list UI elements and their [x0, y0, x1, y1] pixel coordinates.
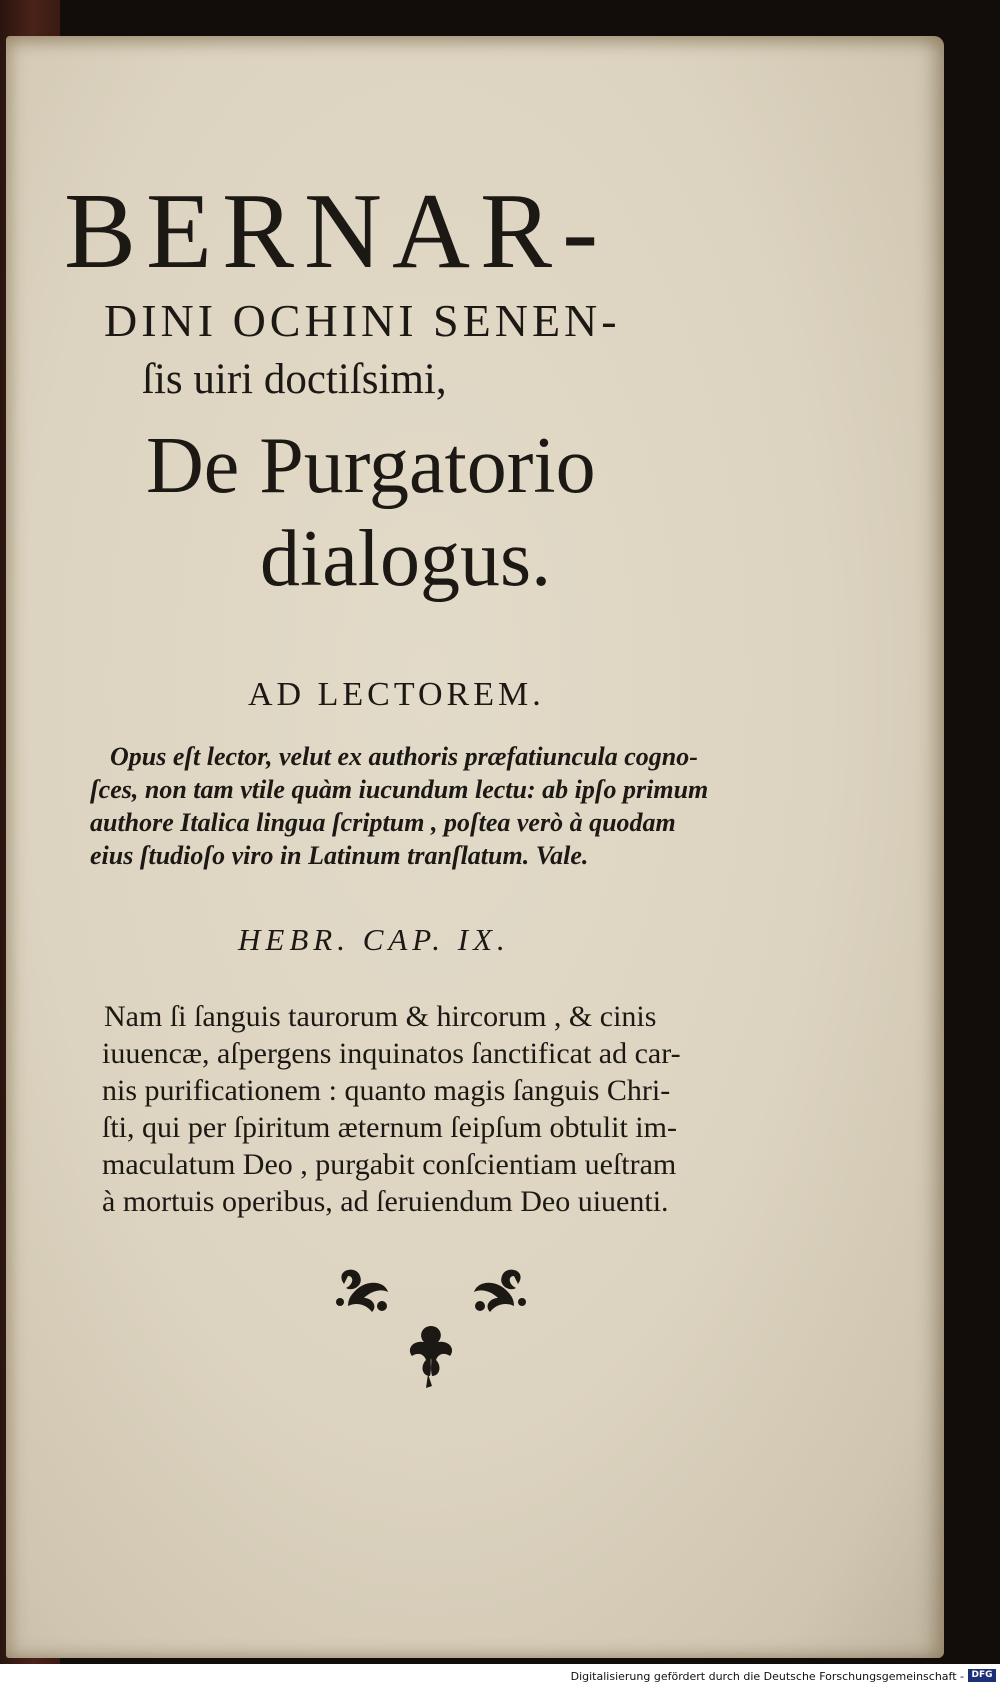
- fleuron-left-icon: [336, 1270, 388, 1312]
- ad-lectorem-line: authore Italica lingua ſcriptum , poſtea verò à quodam: [90, 808, 676, 837]
- title-line-4: De Purgatorio: [146, 422, 596, 510]
- title-line-3: ſis uiri doctiſsimi,: [142, 356, 447, 403]
- scripture-line: ſti, qui per ſpiritum æternum ſeipſum obtulit im-: [102, 1111, 677, 1144]
- scripture-line: à mortuis operibus, ad ſeruiendum Deo uiuenti.: [102, 1185, 669, 1218]
- ad-lectorem-line: ſces, non tam vtile quàm iucundum lectu: ab ipſo primum: [90, 775, 709, 804]
- scripture-line: nis purificationem : quanto magis ſanguis Chri-: [102, 1074, 671, 1107]
- ad-lectorem-line: Opus eſt lector, velut ex authoris præfatiuncula cogno-: [110, 742, 698, 771]
- ad-lectorem-heading: AD LECTOREM.: [248, 676, 545, 713]
- title-page: [6, 36, 944, 1658]
- funding-credit: Digitalisierung gefördert durch die Deutsche Forschungsgemeinschaft -: [570, 1670, 964, 1683]
- scripture-line: maculatum Deo , purgabit conſcientiam ueſtram: [102, 1148, 677, 1181]
- ad-lectorem-line: eius ſtudioſo viro in Latinum tranſlatum. Vale.: [90, 841, 589, 870]
- fleuron-bottom-icon: [410, 1326, 452, 1388]
- fleuron-right-icon: [474, 1270, 526, 1312]
- scripture-line: Nam ſi ſanguis taurorum & hircorum , & cinis: [104, 1000, 657, 1033]
- title-line-2: DINI OCHINI SENEN-: [104, 295, 621, 346]
- title-line-5: dialogus.: [260, 515, 552, 603]
- dfg-logo: DFG: [968, 1669, 996, 1682]
- title-line-1: BERNAR-: [64, 172, 609, 291]
- printer-ornaments: [326, 1262, 536, 1392]
- scripture-line: iuuencæ, aſpergens inquinatos ſanctificat ad car-: [102, 1037, 681, 1070]
- footer-bar: [0, 1664, 1000, 1690]
- scripture-reference: HEBR. CAP. IX.: [238, 922, 510, 957]
